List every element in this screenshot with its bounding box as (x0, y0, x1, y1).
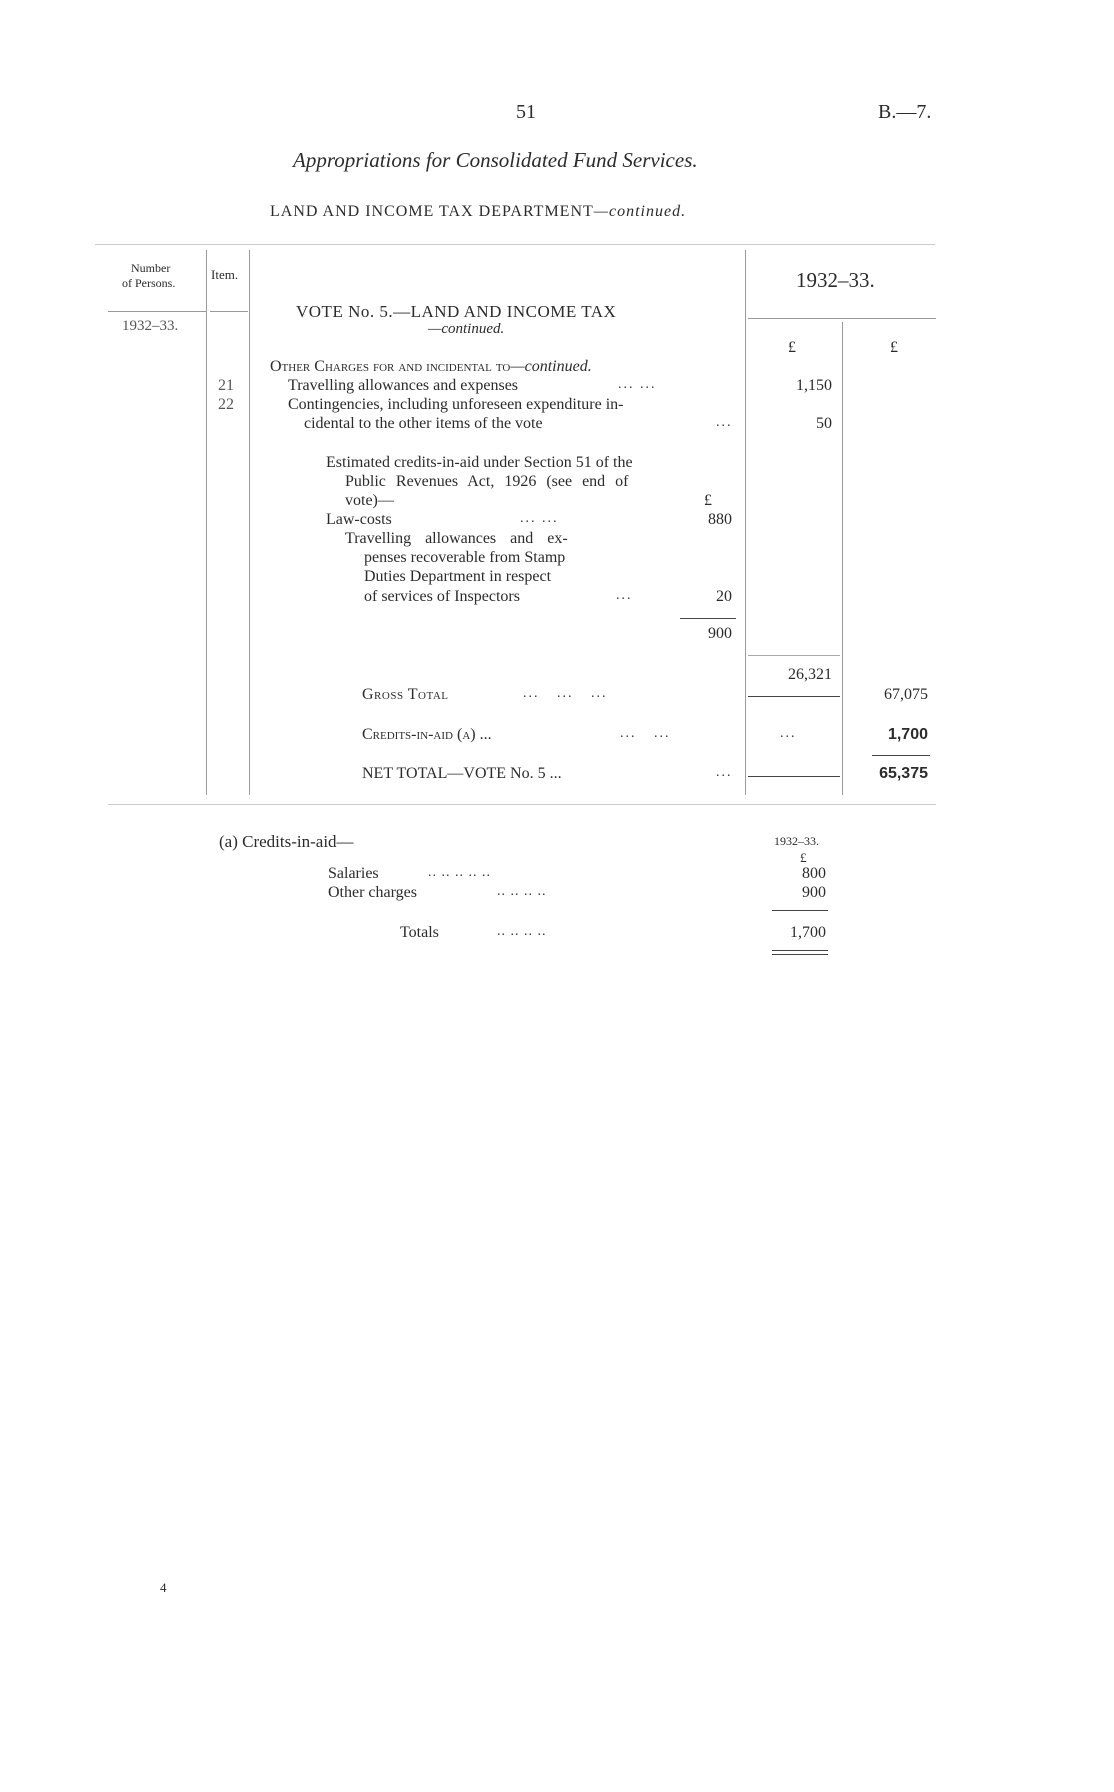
net-total-top-rule (872, 755, 930, 756)
item-22-dots: ... (716, 415, 733, 430)
footnote-sum-rule (772, 910, 828, 911)
department-name: LAND AND INCOME TAX DEPARTMENT (270, 203, 594, 220)
item-22-amount: 50 (816, 415, 832, 432)
law-costs-amount: 880 (708, 511, 732, 528)
year-header-rule (748, 318, 936, 319)
estimated-pound: £ (704, 492, 712, 509)
estimated-total: 900 (708, 625, 732, 642)
credits-in-aid-label: Credits-in-aid (a) ... (362, 726, 492, 743)
footnote-title: (a) Credits-in-aid— (219, 832, 354, 851)
item-number-22: 22 (218, 396, 234, 413)
footnote-salaries-label: Salaries (328, 865, 379, 882)
travel-recoverable-line2: penses recoverable from Stamp (364, 549, 566, 566)
item-21-amount: 1,150 (796, 377, 832, 394)
footnote-totals-amount: 1,700 (790, 924, 826, 941)
footnote-double-rule-1 (772, 950, 828, 951)
footnote-year: 1932–33. (774, 834, 819, 848)
footnote-salaries-dots: .. .. .. .. .. (428, 865, 491, 880)
footnote-totals-label: Totals (400, 924, 439, 941)
persons-header-line2: of Persons. (122, 276, 176, 290)
year-header: 1932–33. (796, 268, 875, 292)
footnote-pound: £ (800, 850, 807, 865)
column-divider-item (249, 250, 250, 795)
travel-recoverable-line3: Duties Department in respect (364, 568, 552, 585)
column-divider-totals (842, 322, 843, 795)
page-title: Appropriations for Consolidated Fund Services. (293, 148, 698, 172)
gross-total-dots: ... ... ... (523, 686, 608, 701)
gross-total-amount: 67,075 (884, 686, 928, 703)
page-number: 51 (516, 101, 536, 123)
travel-recoverable-amount: 20 (716, 588, 732, 605)
document-reference: B.—7. (878, 101, 932, 123)
section-heading-suffix: —continued. (510, 358, 592, 375)
net-total-dots: ... (716, 765, 733, 780)
department-heading (270, 203, 686, 221)
footnote-other-charges-dots: .. .. .. .. (497, 884, 547, 899)
travel-recoverable-line4: of services of Inspectors (364, 588, 520, 605)
column-divider-amounts (745, 250, 746, 795)
item-21-label: Travelling allowances and expenses (288, 377, 519, 394)
subtotal-amount: 26,321 (788, 666, 832, 683)
table-top-rule (95, 244, 935, 245)
year-left: 1932–33. (122, 318, 179, 334)
pound-sign-2: £ (890, 339, 898, 356)
estimated-sum-rule (680, 618, 736, 619)
item-22-label-line2: cidental to the other items of the vote (304, 415, 543, 432)
footnote-other-charges-amount: 900 (802, 884, 826, 901)
credits-in-aid-amount: 1,700 (887, 726, 928, 743)
subtotal-bottom-rule (748, 696, 840, 697)
department-suffix: —continued. (593, 203, 687, 220)
footnote-totals-dots: .. .. .. .. (497, 924, 547, 939)
net-total-label: NET TOTAL—VOTE No. 5 ... (362, 765, 562, 782)
footnote-other-charges-label: Other charges (328, 884, 417, 901)
law-costs-dots: ... ... (520, 511, 559, 526)
item-header: Item. (211, 267, 239, 282)
credits-in-aid-dots: ... ... (620, 726, 671, 741)
footnote-salaries-amount: 800 (802, 865, 826, 882)
item-number-21: 21 (218, 377, 234, 394)
travel-recoverable-dots: ... (616, 588, 633, 603)
vote-continued: —continued. (428, 321, 505, 337)
travel-recoverable-line1: Travelling allowances and ex- (345, 530, 568, 547)
law-costs-label: Law-costs (326, 511, 392, 528)
gross-total-label: Gross Total (362, 686, 449, 703)
vote-title: VOTE No. 5.—LAND AND INCOME TAX (296, 302, 617, 321)
item-22-label-line1: Contingencies, including unforeseen expenditure in- (288, 396, 624, 413)
estimated-line2: Public Revenues Act, 1926 (see end of (345, 473, 629, 490)
persons-header-line1: Number (131, 261, 171, 275)
subtotal-top-rule (748, 655, 840, 656)
net-total-amount: 65,375 (879, 765, 928, 782)
footnote-double-rule-2 (772, 954, 828, 955)
credits-in-aid-mid: ... (780, 726, 797, 741)
pound-sign-1: £ (788, 339, 796, 356)
net-total-mid-rule (748, 776, 840, 777)
section-heading (270, 358, 592, 376)
item-21-dots: ... ... (618, 377, 657, 392)
item-header-rule (210, 311, 248, 312)
section-heading-label: Other Charges for and incidental to (270, 358, 511, 375)
column-divider-persons (206, 250, 207, 795)
table-bottom-rule (108, 804, 936, 805)
page-mark: 4 (160, 1580, 167, 1595)
estimated-line3: vote)— (345, 492, 394, 509)
persons-header-rule (108, 311, 206, 312)
estimated-line1: Estimated credits-in-aid under Section 51 of the (326, 454, 633, 471)
